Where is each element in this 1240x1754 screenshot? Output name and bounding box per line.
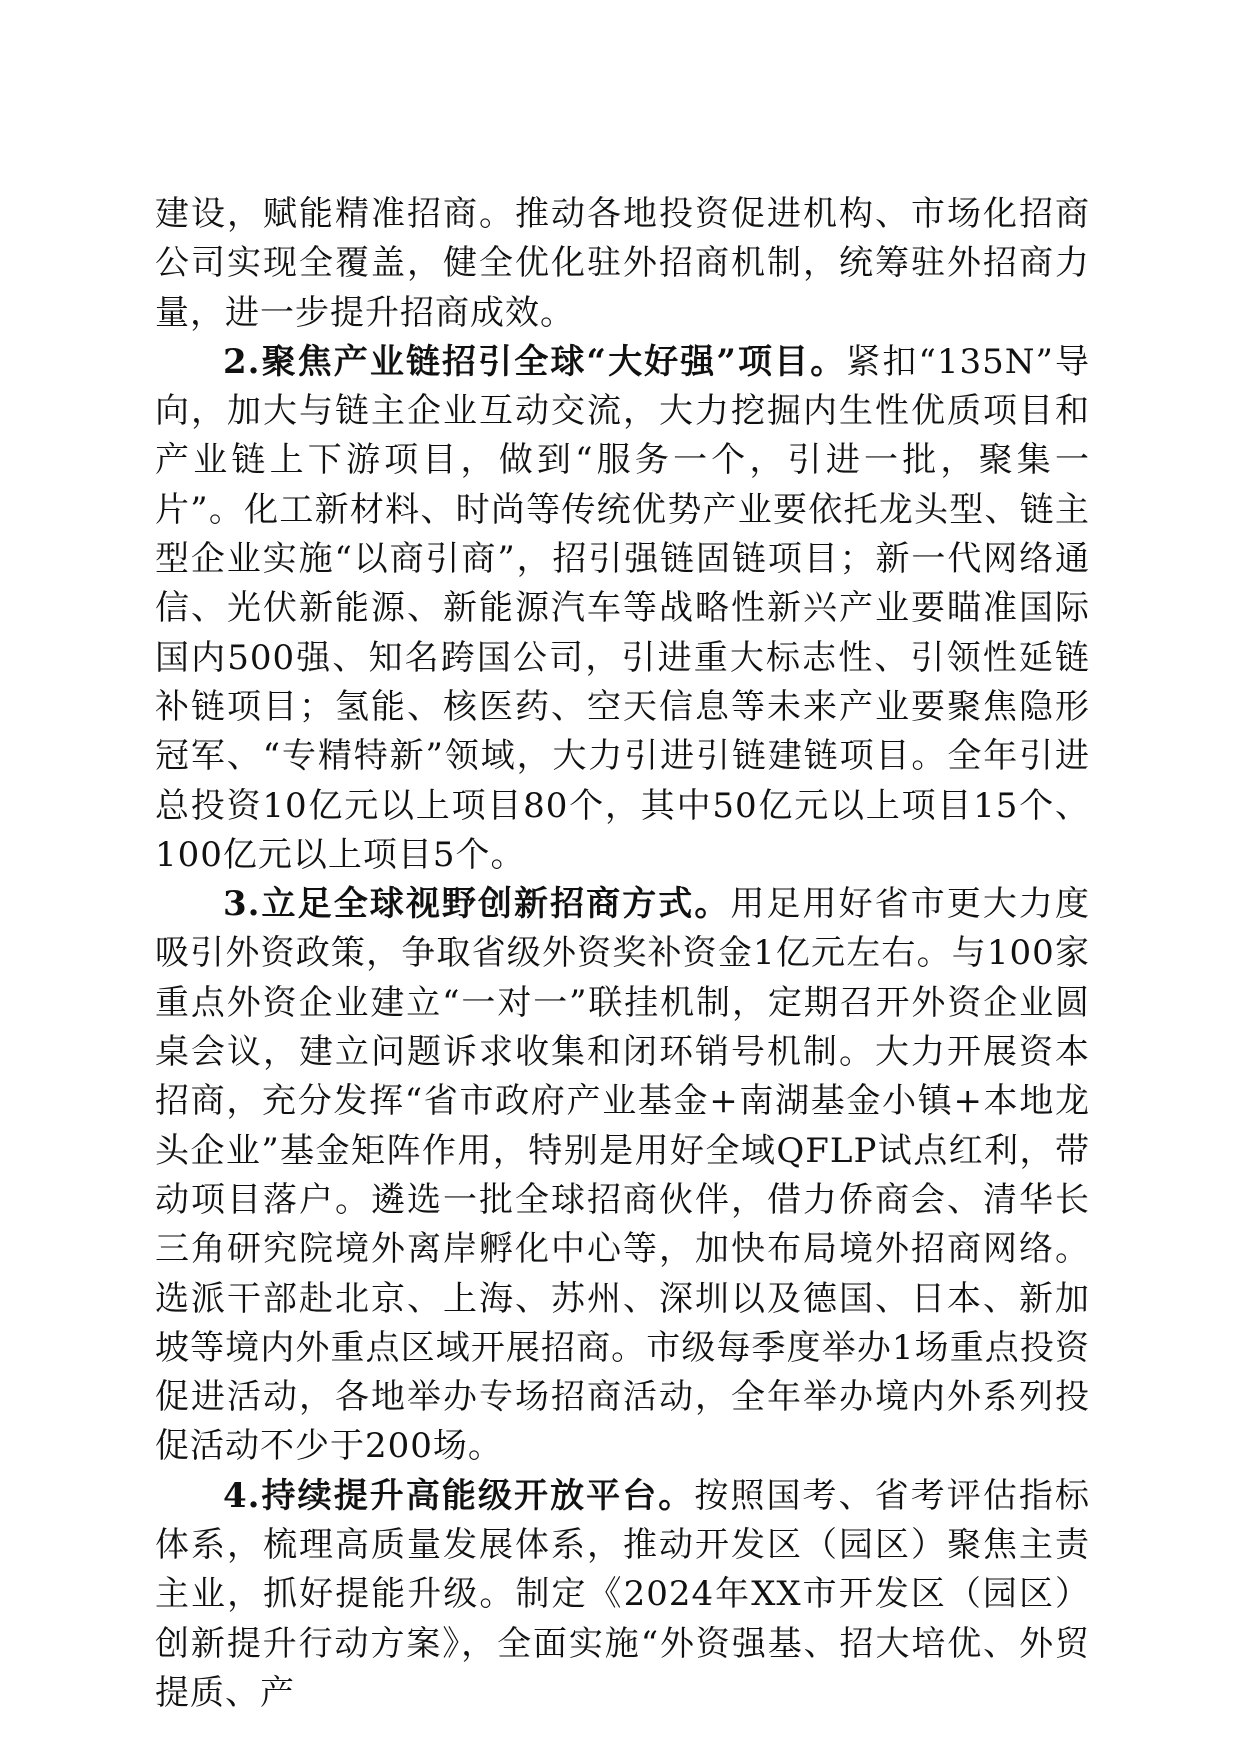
paragraph-text: 用足用好省市更大力度吸引外资政策，争取省级外资奖补资金1亿元左右。与100家重点外资企业建立“一对一”联挂机制，定期召开外资企业圆桌会议，建立问题诉求收集和闭环销号机制。大力开展资本招商，充分发挥“省市政府产业基金+南湖基金小镇+本地龙头企业”基金矩阵作用，特别是用好全域QFLP试点红利，带动项目落户。遴选一批全球招商伙伴，借力侨商会、清华长三角研究院境外离岸孵化中心等，加快布局境外招商网络。选派干部赴北京、上海、苏州、深圳以及德国、日本、新加坡等境内外重点区域开展招商。市级每季度举办1场重点投资促进活动，各地举办专场招商活动，全年举办境内外系列投促活动不少于200场。 <box>155 884 1090 1467</box>
paragraph-text: 紧扣“135N”导向，加大与链主企业互动交流，大力挖掘内生性优质项目和产业链上下游项目，做到“服务一个，引进一批，聚集一片”。化工新材料、时尚等传统优势产业要依托龙头型、链主型企业实施“以商引商”，招引强链固链项目；新一代网络通信、光伏新能源、新能源汽车等战略性新兴产业要瞄准国际国内500强、知名跨国公司，引进重大标志性、引领性延链补链项目；氢能、核医药、空天信息等未来产业要聚焦隐形冠军、“专精特新”领域，大力引进引链建链项目。全年引进总投资10亿元以上项目80个，其中50亿元以上项目15个、100亿元以上项目5个。 <box>155 341 1090 875</box>
paragraph-section-3 <box>155 880 1090 1472</box>
paragraph-text: 按照国考、省考评估指标体系，梳理高质量发展体系，推动开发区（园区）聚焦主责主业，抓好提能升级。制定《2024年XX市开发区（园区）创新提升行动方案》，全面实施“外资强基、招大培优、外贸提质、产 <box>155 1475 1090 1713</box>
paragraph-section-2 <box>155 338 1090 880</box>
document-page <box>155 190 1090 1718</box>
paragraph-text: 建设，赋能精准招商。推动各地投资促进机构、市场化招商公司实现全覆盖，健全优化驻外招商机制，统筹驻外招商力量，进一步提升招商成效。 <box>155 194 1090 333</box>
section-heading: 4.持续提升高能级开放平台。 <box>223 1475 695 1516</box>
paragraph-continuation <box>155 190 1090 338</box>
section-heading: 3.立足全球视野创新招商方式。 <box>223 884 731 925</box>
section-heading: 2.聚焦产业链招引全球“大好强”项目。 <box>223 341 847 382</box>
paragraph-section-4 <box>155 1472 1090 1718</box>
